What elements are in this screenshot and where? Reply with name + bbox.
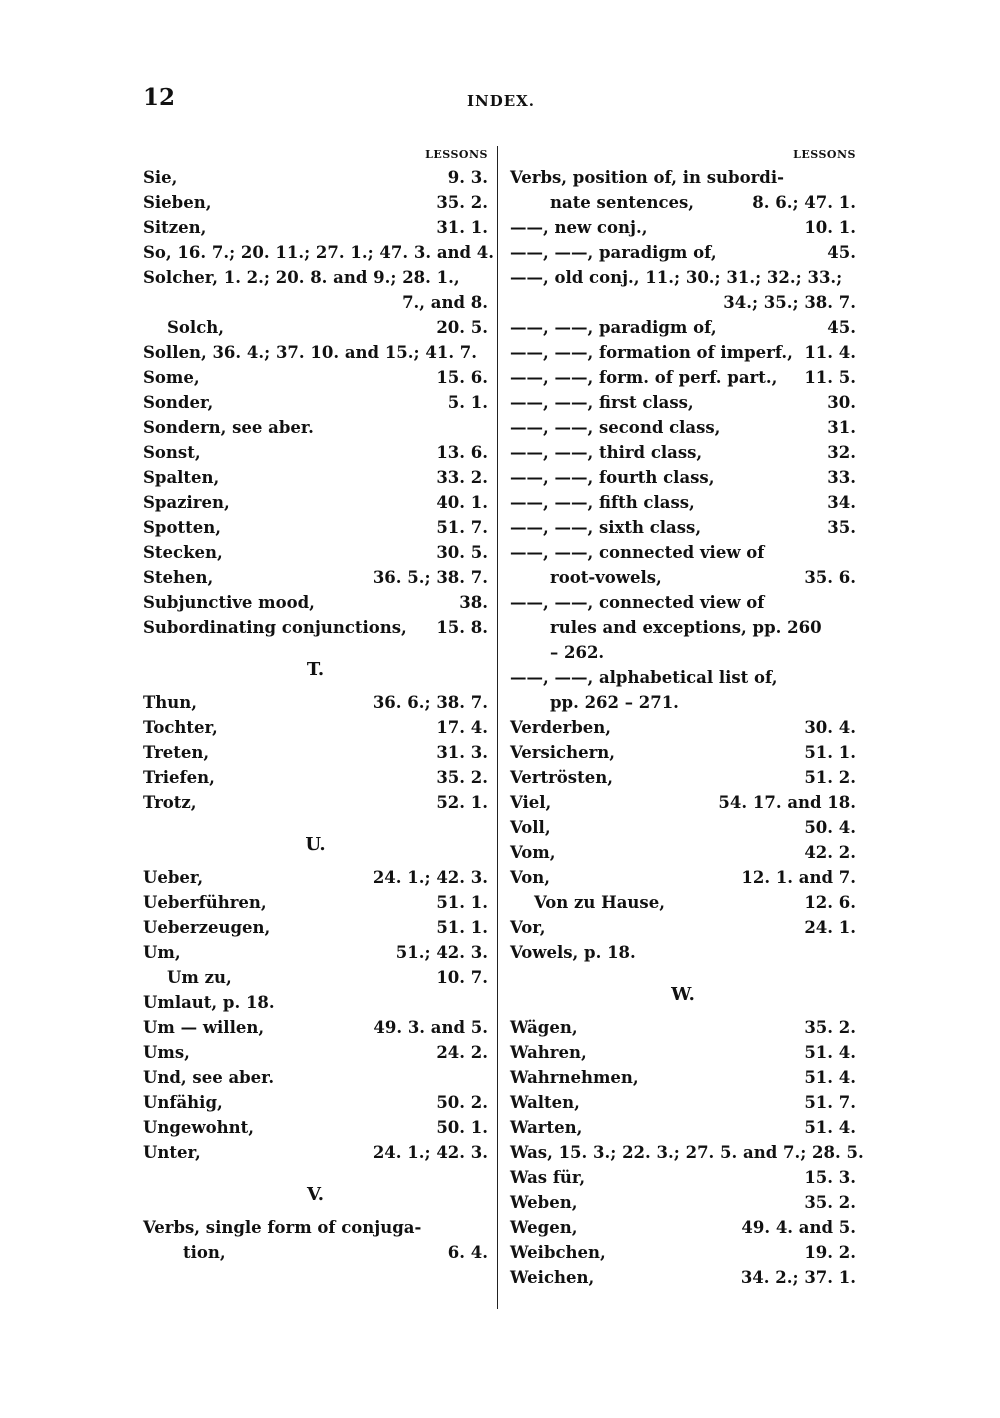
index-entry	[510, 915, 856, 940]
index-reference: 35. 2.	[804, 1018, 856, 1037]
index-reference: 45.	[827, 318, 856, 337]
index-term: Weibchen,	[510, 1243, 606, 1262]
index-reference: 49. 3. and 5.	[373, 1018, 488, 1037]
index-entry	[143, 1065, 488, 1090]
index-entry	[143, 190, 488, 215]
index-reference: 50. 2.	[436, 1093, 488, 1112]
index-term: Viel,	[510, 793, 552, 812]
column-divider	[497, 146, 498, 1309]
index-reference: 34. 2.; 37. 1.	[740, 1268, 856, 1287]
index-term: So, 16. 7.; 20. 11.; 27. 1.; 47. 3. and 4.	[143, 243, 495, 262]
index-term: Verbs, single form of conjuga-	[143, 1218, 422, 1237]
index-entry	[143, 590, 488, 615]
index-reference: 51. 2.	[804, 768, 856, 787]
index-reference: 51. 4.	[804, 1043, 856, 1062]
section-u	[143, 865, 488, 1165]
index-reference: 15. 3.	[804, 1168, 856, 1187]
index-entry	[510, 290, 856, 315]
index-reference: 35.	[827, 518, 856, 537]
index-term: ——, ——, paradigm of,	[510, 243, 717, 262]
index-entry	[510, 540, 856, 565]
index-reference: 50. 4.	[804, 818, 856, 837]
index-entry	[510, 190, 856, 215]
index-term: Verderben,	[510, 718, 611, 737]
index-term: Vowels, p. 18.	[510, 943, 636, 962]
index-term: Wahrnehmen,	[510, 1068, 639, 1087]
index-reference: 51. 7.	[436, 518, 488, 537]
index-entry	[510, 515, 856, 540]
index-reference: 24. 2.	[436, 1043, 488, 1062]
index-reference: 19. 2.	[804, 1243, 856, 1262]
index-entry	[510, 815, 856, 840]
index-term: Weichen,	[510, 1268, 595, 1287]
index-term: Unter,	[143, 1143, 201, 1162]
index-term: Warten,	[510, 1118, 583, 1137]
index-entry	[143, 315, 488, 340]
index-entry	[510, 265, 856, 290]
index-term: Sitzen,	[143, 218, 207, 237]
section-w	[510, 1015, 864, 1290]
index-entry	[143, 365, 488, 390]
index-entry	[143, 915, 488, 940]
index-term: ——, ——, sixth class,	[510, 518, 702, 537]
index-term: Versichern,	[510, 743, 616, 762]
index-term: Triefen,	[143, 768, 215, 787]
index-entry	[510, 640, 856, 665]
index-reference: 11. 5.	[804, 368, 856, 387]
index-term: Sonder,	[143, 393, 214, 412]
index-entry	[143, 690, 488, 715]
index-term: Sonst,	[143, 443, 201, 462]
index-entry	[510, 465, 856, 490]
index-reference: 51. 1.	[436, 893, 488, 912]
running-head: INDEX.	[467, 92, 536, 110]
index-reference: 51. 7.	[804, 1093, 856, 1112]
index-entry	[143, 1240, 488, 1265]
index-reference: 49. 4. and 5.	[741, 1218, 856, 1237]
index-term: Subjunctive mood,	[143, 593, 315, 612]
section-s	[143, 165, 495, 640]
index-entry	[510, 390, 856, 415]
index-term: ——, ——, fifth class,	[510, 493, 695, 512]
index-term: Ums,	[143, 1043, 190, 1062]
index-term: Ungewohnt,	[143, 1118, 254, 1137]
index-reference: 51.; 42. 3.	[395, 943, 488, 962]
index-reference: 13. 6.	[436, 443, 488, 462]
index-term: Ueberführen,	[143, 893, 267, 912]
index-term: Unfähig,	[143, 1093, 223, 1112]
index-reference: 30. 5.	[436, 543, 488, 562]
index-reference: 51. 4.	[804, 1118, 856, 1137]
index-reference: 31. 1.	[436, 218, 488, 237]
letter-heading-t: T.	[306, 659, 325, 680]
index-reference: 31. 3.	[436, 743, 488, 762]
index-entry	[510, 215, 856, 240]
index-entry	[143, 1215, 488, 1240]
index-term: Spotten,	[143, 518, 221, 537]
index-entry	[510, 340, 856, 365]
index-term: Von zu Hause,	[534, 893, 665, 912]
index-entry	[510, 1190, 856, 1215]
left-column-heading: LESSONS	[425, 148, 488, 161]
index-term: ——, ——, third class,	[510, 443, 703, 462]
index-term: ——, ——, alphabetical list of,	[510, 668, 778, 687]
index-term: Wägen,	[510, 1018, 578, 1037]
index-reference: 24. 1.	[804, 918, 856, 937]
index-reference: 11. 4.	[804, 343, 856, 362]
index-entry	[510, 740, 856, 765]
index-reference: 8. 6.; 47. 1.	[752, 193, 856, 212]
index-reference: 20. 5.	[436, 318, 488, 337]
index-reference: 54. 17. and 18.	[718, 793, 856, 812]
index-term: rules and exceptions, pp. 260	[550, 618, 822, 637]
index-entry	[510, 1140, 864, 1165]
index-reference: 32.	[827, 443, 856, 462]
right-column-heading: LESSONS	[793, 148, 856, 161]
index-reference: 36. 5.; 38. 7.	[372, 568, 488, 587]
index-term: Some,	[143, 368, 200, 387]
index-entry	[510, 1015, 856, 1040]
index-entry	[510, 1240, 856, 1265]
index-reference: 15. 8.	[436, 618, 488, 637]
index-entry	[510, 890, 856, 915]
index-reference: 12. 6.	[804, 893, 856, 912]
index-term: Spalten,	[143, 468, 220, 487]
index-entry	[143, 1015, 488, 1040]
index-entry	[143, 390, 488, 415]
index-term: Treten,	[143, 743, 210, 762]
index-entry	[143, 465, 488, 490]
left-column	[143, 145, 495, 1265]
index-reference: 31.	[827, 418, 856, 437]
index-term: – 262.	[550, 643, 605, 662]
index-term: Um — willen,	[143, 1018, 265, 1037]
index-reference: 38.	[459, 593, 488, 612]
index-entry	[510, 415, 856, 440]
index-term: Um zu,	[167, 968, 232, 987]
index-term: Ueberzeugen,	[143, 918, 271, 937]
index-reference: 52. 1.	[436, 793, 488, 812]
index-term: Vor,	[510, 918, 546, 937]
index-term: ——, ——, paradigm of,	[510, 318, 717, 337]
index-entry	[510, 365, 856, 390]
index-reference: 7., and 8.	[402, 293, 488, 312]
index-entry	[143, 165, 488, 190]
index-reference: 30. 4.	[804, 718, 856, 737]
index-term: ——, ——, second class,	[510, 418, 721, 437]
index-term: Solch,	[167, 318, 224, 337]
index-term: tion,	[183, 1243, 226, 1262]
index-entry	[510, 1215, 856, 1240]
index-entry	[143, 1040, 488, 1065]
index-entry	[143, 890, 488, 915]
index-term: Um,	[143, 943, 181, 962]
index-entry	[143, 765, 488, 790]
index-entry	[143, 490, 488, 515]
index-entry	[143, 240, 495, 265]
index-entry	[510, 615, 856, 640]
index-term: Walten,	[510, 1093, 580, 1112]
index-reference: 34.; 35.; 38. 7.	[723, 293, 856, 312]
index-reference: 5. 1.	[447, 393, 488, 412]
index-entry	[143, 440, 488, 465]
index-entry	[143, 1090, 488, 1115]
index-reference: 35. 2.	[436, 768, 488, 787]
index-reference: 24. 1.; 42. 3.	[372, 1143, 488, 1162]
index-term: Vertrösten,	[510, 768, 613, 787]
section-t	[143, 690, 488, 815]
index-term: ——, ——, form. of perf. part.,	[510, 368, 778, 387]
index-term: ——, ——, formation of imperf.,	[510, 343, 793, 362]
right-column	[510, 145, 864, 1290]
index-entry	[143, 865, 488, 890]
index-entry	[510, 240, 856, 265]
index-term: Sondern, see aber.	[143, 418, 314, 437]
index-reference: 9. 3.	[447, 168, 488, 187]
page-number: 12	[143, 84, 176, 111]
index-entry	[510, 790, 856, 815]
index-entry	[510, 315, 856, 340]
index-entry	[510, 440, 856, 465]
index-term: ——, ——, fourth class,	[510, 468, 715, 487]
letter-heading-v: V.	[306, 1184, 325, 1205]
index-entry	[510, 1065, 856, 1090]
index-reference: 51. 4.	[804, 1068, 856, 1087]
index-entry	[510, 1115, 856, 1140]
index-entry	[143, 790, 488, 815]
index-entry	[143, 565, 488, 590]
index-reference: 12. 1. and 7.	[741, 868, 856, 887]
index-term: Wegen,	[510, 1218, 578, 1237]
index-entry	[143, 290, 488, 315]
index-term: Verbs, position of, in subordi-	[510, 168, 784, 187]
index-entry	[143, 415, 488, 440]
index-term: Sieben,	[143, 193, 212, 212]
index-entry	[510, 1165, 856, 1190]
index-reference: 42. 2.	[804, 843, 856, 862]
index-term: Stehen,	[143, 568, 214, 587]
index-reference: 51. 1.	[436, 918, 488, 937]
index-reference: 35. 6.	[804, 568, 856, 587]
index-reference: 15. 6.	[436, 368, 488, 387]
index-entry	[143, 940, 488, 965]
index-reference: 50. 1.	[436, 1118, 488, 1137]
index-entry	[143, 990, 488, 1015]
index-reference: 10. 1.	[804, 218, 856, 237]
index-entry	[143, 540, 488, 565]
index-entry	[510, 715, 856, 740]
index-entry	[510, 490, 856, 515]
index-entry	[143, 215, 488, 240]
index-term: Thun,	[143, 693, 198, 712]
index-entry	[143, 740, 488, 765]
index-term: ——, new conj.,	[510, 218, 648, 237]
index-term: ——, ——, connected view of	[510, 593, 765, 612]
letter-heading-u: U.	[305, 834, 326, 855]
index-reference: 24. 1.; 42. 3.	[372, 868, 488, 887]
index-term: Ueber,	[143, 868, 204, 887]
index-entry	[510, 590, 856, 615]
section-v-continued	[510, 715, 856, 965]
index-term: Und, see aber.	[143, 1068, 275, 1087]
index-term: pp. 262 – 271.	[550, 693, 679, 712]
index-term: ——, ——, connected view of	[510, 543, 765, 562]
index-entry	[510, 765, 856, 790]
index-entry	[510, 840, 856, 865]
letter-heading-w: W.	[671, 984, 695, 1005]
index-term: Solcher, 1. 2.; 20. 8. and 9.; 28. 1.,	[143, 268, 460, 287]
index-term: Trotz,	[143, 793, 197, 812]
index-entry	[510, 690, 856, 715]
index-term: ——, old conj., 11.; 30.; 31.; 32.; 33.;	[510, 268, 843, 287]
index-reference: 36. 6.; 38. 7.	[372, 693, 488, 712]
index-entry	[143, 615, 488, 640]
index-term: Umlaut, p. 18.	[143, 993, 275, 1012]
index-term: Von,	[510, 868, 551, 887]
index-entry	[510, 1090, 856, 1115]
index-term: Weben,	[510, 1193, 578, 1212]
index-reference: 35. 2.	[804, 1193, 856, 1212]
index-entry	[143, 965, 488, 990]
index-reference: 10. 7.	[436, 968, 488, 987]
index-term: Was, 15. 3.; 22. 3.; 27. 5. and 7.; 28. 5.	[510, 1143, 864, 1162]
index-reference: 30.	[827, 393, 856, 412]
index-term: nate sentences,	[550, 193, 695, 212]
index-term: Stecken,	[143, 543, 223, 562]
index-entry	[510, 865, 856, 890]
index-entry	[510, 1265, 856, 1290]
index-entry	[143, 1115, 488, 1140]
index-reference: 35. 2.	[436, 193, 488, 212]
index-reference: 6. 4.	[447, 1243, 488, 1262]
index-entry	[510, 165, 856, 190]
index-entry	[143, 1140, 488, 1165]
index-term: Subordinating conjunctions,	[143, 618, 407, 637]
index-term: Sollen, 36. 4.; 37. 10. and 15.; 41. 7.	[143, 343, 478, 362]
index-reference: 45.	[827, 243, 856, 262]
index-entry	[510, 565, 856, 590]
index-reference: 17. 4.	[436, 718, 488, 737]
index-entry	[510, 940, 856, 965]
index-entry	[143, 340, 488, 365]
index-reference: 34.	[827, 493, 856, 512]
index-reference: 33. 2.	[436, 468, 488, 487]
index-term: Was für,	[510, 1168, 586, 1187]
index-entry	[510, 1040, 856, 1065]
index-entry	[510, 665, 856, 690]
index-reference: 51. 1.	[804, 743, 856, 762]
index-reference: 33.	[827, 468, 856, 487]
index-term: root-vowels,	[550, 568, 662, 587]
index-term: Vom,	[510, 843, 556, 862]
index-term: Wahren,	[510, 1043, 587, 1062]
index-entry	[143, 265, 488, 290]
index-entry	[143, 515, 488, 540]
index-entry	[143, 715, 488, 740]
index-term: Spaziren,	[143, 493, 230, 512]
index-term: ——, ——, first class,	[510, 393, 694, 412]
section-verbs	[510, 165, 856, 715]
index-term: Voll,	[510, 818, 551, 837]
index-term: Tochter,	[143, 718, 218, 737]
section-v	[143, 1215, 488, 1265]
index-term: Sie,	[143, 168, 178, 187]
index-reference: 40. 1.	[436, 493, 488, 512]
